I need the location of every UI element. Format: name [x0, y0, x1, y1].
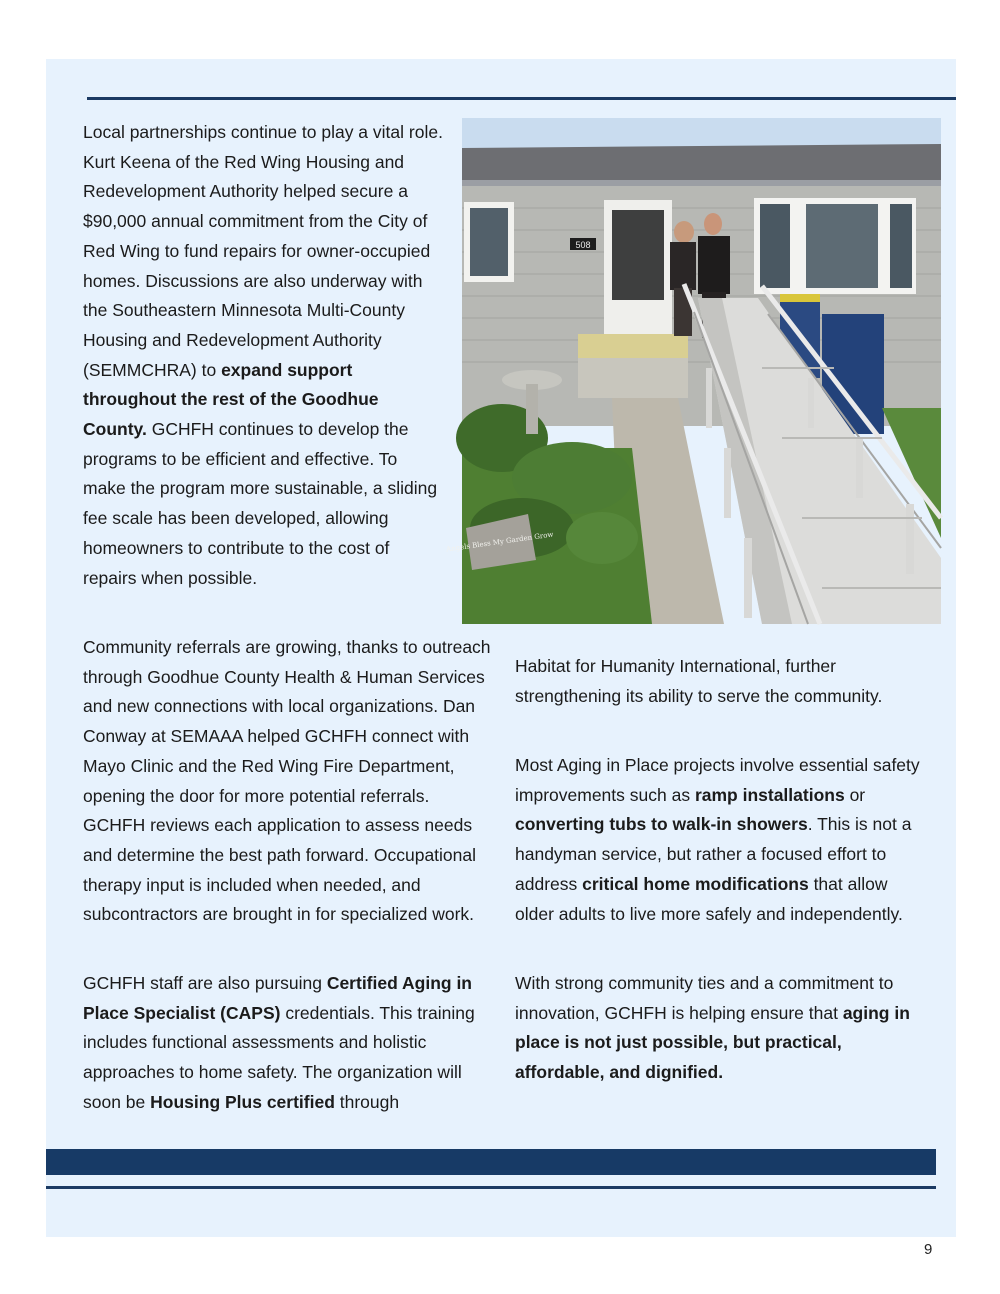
paragraph-community-ties: With strong community ties and a commitment to innovation, GCHFH is helping ensure that aging in place is not just possible, but practical, affordable, and dignified. [515, 973, 910, 1083]
house-number: 508 [575, 240, 591, 250]
page-number: 9 [924, 1241, 933, 1258]
paragraph-projects: Most Aging in Place projects involve essential safety improvements such as ramp installations or converting tubs to walk-in showers. This is not a handyman service, but rather a focused effort to address critical home modifications that allow older adults to live more safely and independently. [515, 755, 920, 924]
paragraph-partnerships: Local partnerships continue to play a vital role. Kurt Keena of the Red Wing Housing and Redevelopment Authority helped secure a $90,000 annual commitment from the City of Red Wing to fund repairs for owner-occupied homes. Discussions are also underway with the Southeastern Minnesota Multi-County Housing and Redevelopment Authority (SEMMCHRA) to expand support throughout the rest of the Goodhue County. GCHFH continues to develop the programs to be efficient and effective. To make the program more sustainable, a sliding fee scale has been developed, allowing homeowners to contribute to the cost of repairs when possible. [83, 122, 443, 588]
footer-band [46, 1149, 936, 1175]
garden-sign-text: Angels Bless My Garden Grow [445, 530, 554, 554]
paragraph-referrals: Community referrals are growing, thanks to outreach through Goodhue County Health & Human Services and new connections with local organizations. Dan Conway at SEMAAA helped GCHFH connect with Mayo Clinic and the Red Wing Fire Department, opening the door for more potential referrals. GCHFH reviews each application to assess needs and determine the best path forward. Occupational therapy input is included when needed, and subcontractors are brought in for specialized work. [83, 637, 491, 925]
bottom-rule [46, 1186, 936, 1189]
ramp-photo [445, 118, 941, 624]
paragraph-habitat: Habitat for Humanity International, further strengthening its ability to serve the community. [515, 656, 883, 706]
top-rule [87, 97, 956, 100]
paragraph-caps: GCHFH staff are also pursuing Certified Aging in Place Specialist (CAPS) credentials. This training includes functional assessments and holistic approaches to home safety. The organization will soon be Housing Plus certified through [83, 973, 475, 1112]
